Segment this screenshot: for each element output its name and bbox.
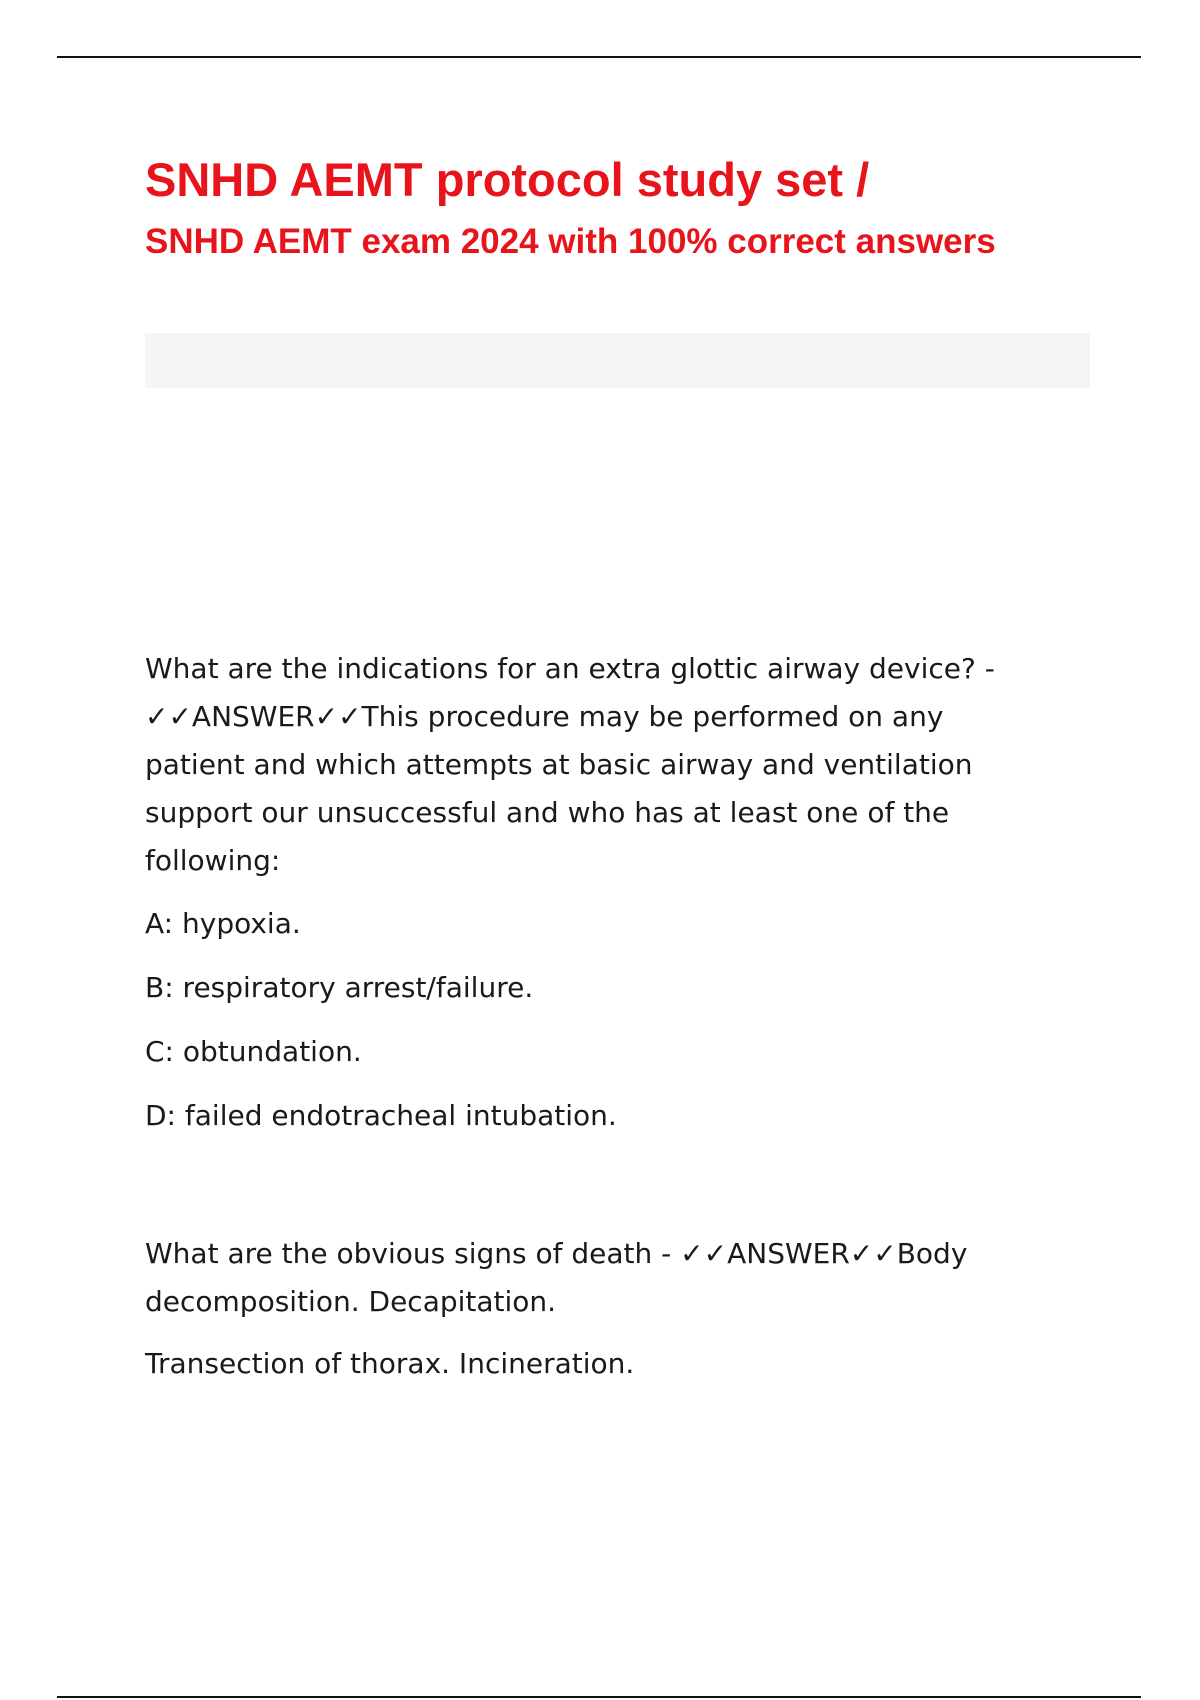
question-1-option-d: D: failed endotracheal intubation.	[145, 1099, 617, 1132]
question-1-option-a: A: hypoxia.	[145, 907, 301, 940]
document-title	[145, 150, 1095, 272]
question-1-option-b: B: respiratory arrest/failure.	[145, 971, 534, 1004]
bottom-divider	[57, 1696, 1141, 1698]
question-2-continuation: Transection of thorax. Incineration.	[145, 1347, 635, 1380]
title-line-2: SNHD AEMT exam 2024 with 100% correct answers	[145, 222, 996, 261]
question-1-option-c: C: obtundation.	[145, 1035, 362, 1068]
top-divider	[57, 56, 1141, 58]
question-block-2	[145, 1230, 1045, 1388]
question-2-text: What are the obvious signs of death - ✓✓ANSWER✓✓Body decomposition. Decapitation.	[145, 1237, 968, 1318]
title-shade-box	[145, 333, 1090, 388]
title-line-1: SNHD AEMT protocol study set /	[145, 153, 870, 206]
question-1-text: What are the indications for an extra glottic airway device? - ✓✓ANSWER✓✓This procedure may be performed on any patient and which attempts at basic airway and ventilation support our unsuccessful and who has at least one of the following:	[145, 652, 995, 877]
question-block-1	[145, 645, 1045, 1140]
